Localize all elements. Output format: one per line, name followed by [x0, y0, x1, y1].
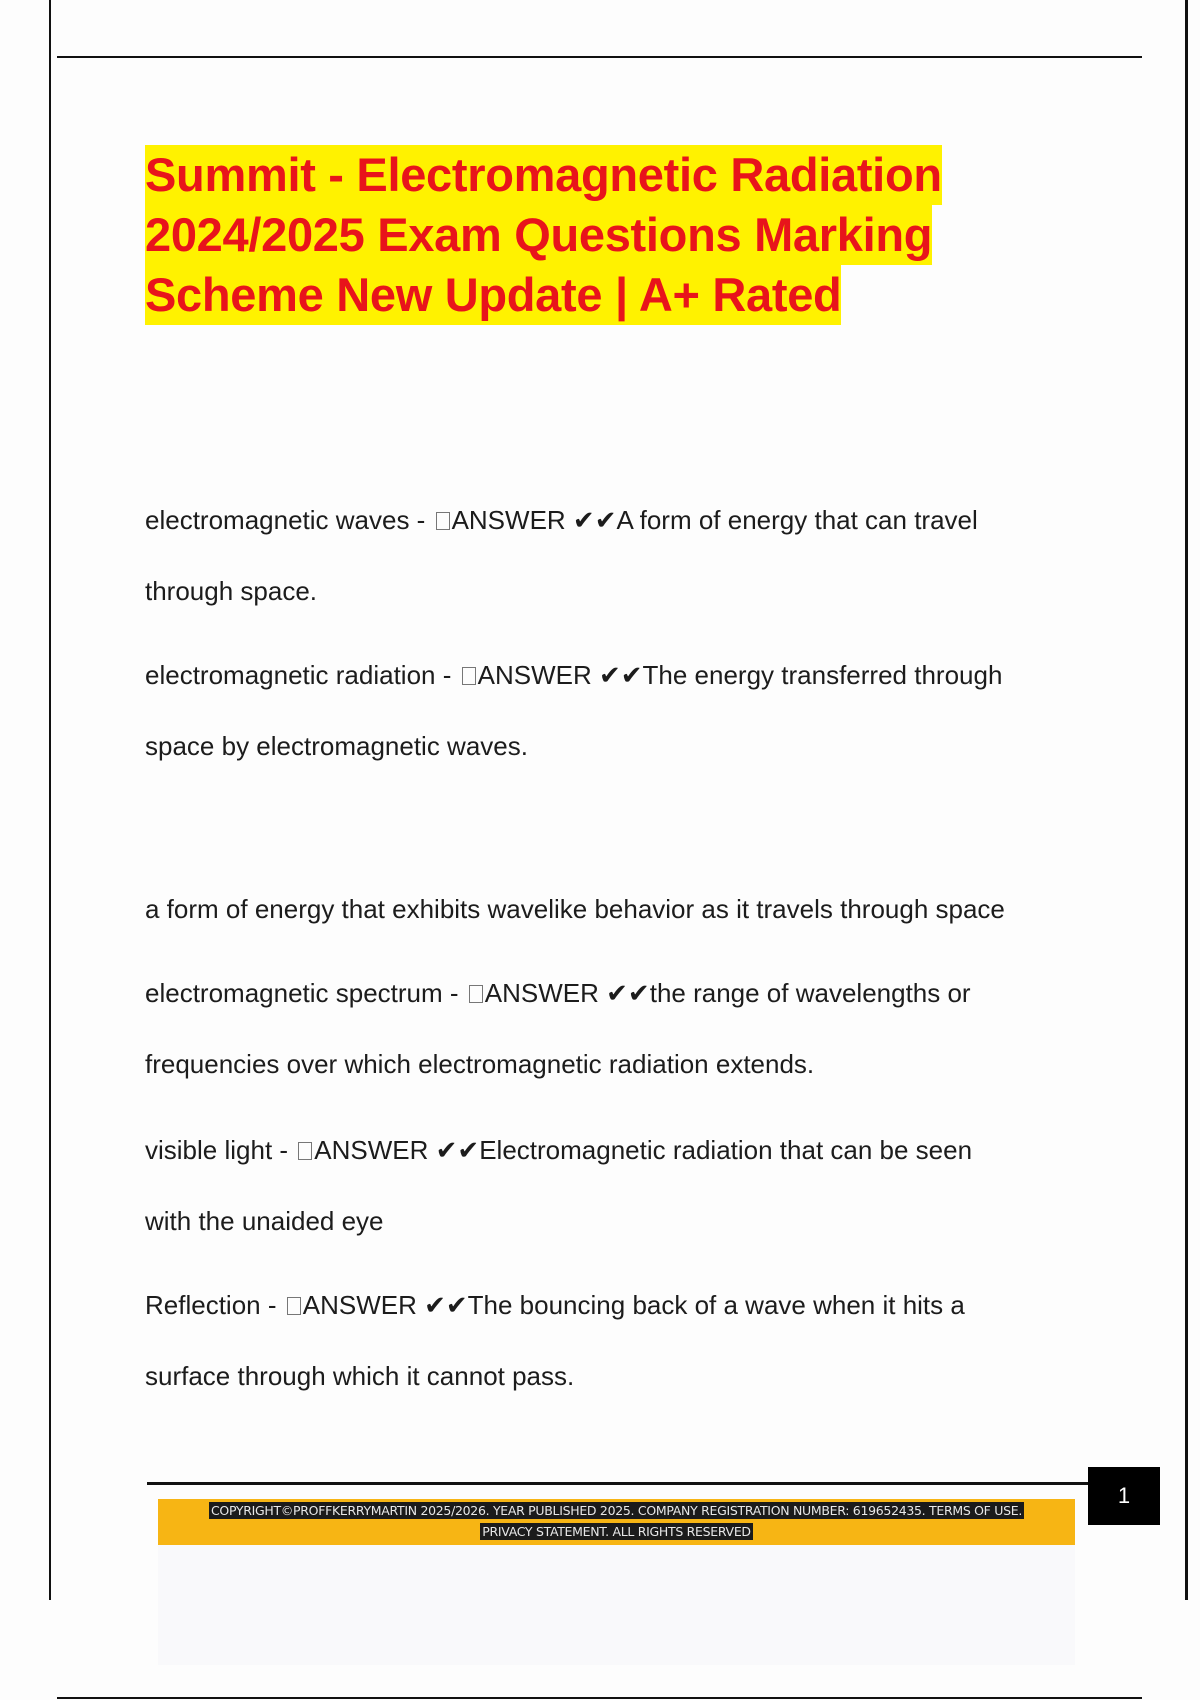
title-line-1: Summit - Electromagnetic Radiation — [145, 145, 942, 205]
answer-marker: ANSWER ✔✔ — [302, 1290, 468, 1320]
answer-text: the range of wavelengths or — [649, 978, 971, 1008]
copyright-notice — [158, 1500, 1075, 1542]
copyright-line-2: PRIVACY STATEMENT. ALL RIGHTS RESERVED — [482, 1524, 751, 1539]
title-line-3: Scheme New Update | A+ Rated — [145, 265, 841, 325]
checkbox-glyph-icon — [462, 667, 476, 685]
qa-item-electromagnetic-spectrum — [145, 958, 1105, 1100]
qa-item-visible-light — [145, 1115, 1105, 1257]
answer-text: The energy transferred through — [642, 660, 1003, 690]
term: electromagnetic radiation - — [145, 660, 459, 690]
checkbox-glyph-icon — [469, 985, 483, 1003]
checkbox-glyph-icon — [298, 1142, 312, 1160]
document-title — [145, 145, 1045, 325]
page-border-right — [1185, 0, 1188, 1600]
answer-text-continued: through space. — [145, 576, 318, 606]
answer-marker: ANSWER ✔✔ — [451, 505, 617, 535]
header-rule — [57, 56, 1142, 58]
definition-text: a form of energy that exhibits wavelike behavior as it travels through space — [145, 894, 1005, 924]
standalone-definition — [145, 874, 1105, 945]
qa-item-electromagnetic-radiation — [145, 640, 1105, 782]
footer-rule — [147, 1482, 1094, 1485]
answer-text-continued: space by electromagnetic waves. — [145, 731, 528, 761]
term: Reflection - — [145, 1290, 284, 1320]
term: electromagnetic waves - — [145, 505, 433, 535]
qa-item-reflection — [145, 1270, 1105, 1412]
answer-marker: ANSWER ✔✔ — [484, 978, 650, 1008]
term: electromagnetic spectrum - — [145, 978, 466, 1008]
answer-text: The bouncing back of a wave when it hits a — [467, 1290, 965, 1320]
answer-text: A form of energy that can travel — [616, 505, 978, 535]
term: visible light - — [145, 1135, 296, 1165]
title-line-2: 2024/2025 Exam Questions Marking — [145, 205, 932, 265]
page-border-left — [49, 0, 51, 1600]
answer-text-continued: surface through which it cannot pass. — [145, 1361, 575, 1391]
checkbox-glyph-icon — [436, 512, 450, 530]
answer-text: Electromagnetic radiation that can be seen — [479, 1135, 973, 1165]
page-lower-area — [158, 1545, 1075, 1665]
checkbox-glyph-icon — [287, 1297, 301, 1315]
answer-marker: ANSWER ✔✔ — [314, 1135, 480, 1165]
qa-item-electromagnetic-waves — [145, 485, 1105, 627]
answer-marker: ANSWER ✔✔ — [477, 660, 643, 690]
answer-text-continued: with the unaided eye — [145, 1206, 384, 1236]
next-page-rule — [57, 1697, 1142, 1699]
page-number: 1 — [1088, 1467, 1160, 1525]
copyright-line-1: COPYRIGHT©PROFFKERRYMARTIN 2025/2026. YEAR PUBLISHED 2025. COMPANY REGISTRATION NUMBER: 619652435. TERMS OF USE. — [211, 1503, 1022, 1518]
answer-text-continued: frequencies over which electromagnetic radiation extends. — [145, 1049, 815, 1079]
